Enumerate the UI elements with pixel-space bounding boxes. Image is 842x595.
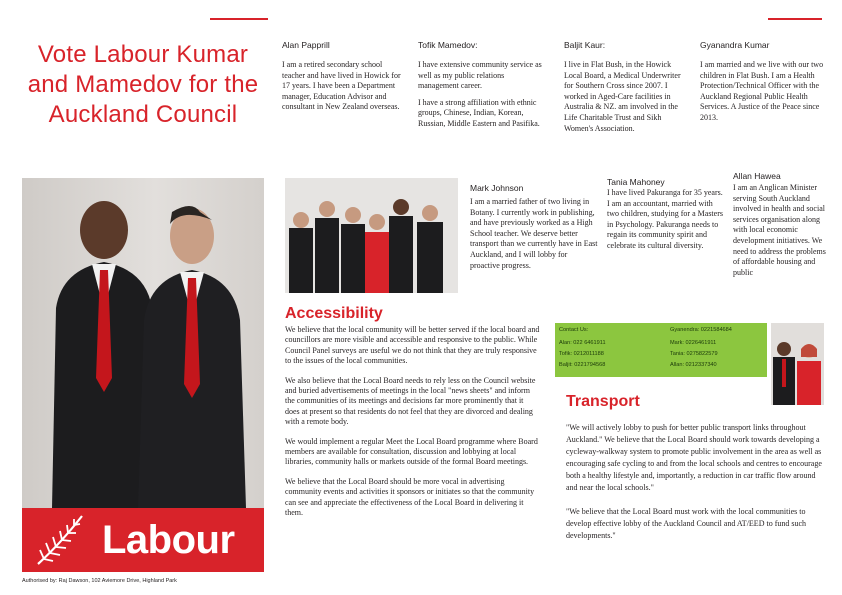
fern-icon [28, 508, 92, 572]
contact-baljit: Baljit: 0221794568 [559, 362, 606, 368]
contact-tofik: Tofik: 0212011188 [559, 351, 604, 357]
candidate-name-tofik: Tofik Mamedov: [418, 40, 478, 50]
authorised-statement: Authorised by: Raj Dawson, 102 Aviemore Drive, Highland Park [22, 578, 177, 584]
transport-body [566, 422, 824, 551]
accessibility-heading: Accessibility [285, 305, 383, 322]
accessibility-paragraph: We also believe that the Local Board needs to rely less on the Council website and buried advertisements of meetings in the local "news sheets" and inform the communities of its meetings and decisions far more prominently that it does at present so that residents do not feel that they are divorced and dealing with a remote body. [285, 375, 536, 427]
candidate-name-mark: Mark Johnson [470, 183, 524, 193]
accessibility-paragraph: We believe that the Local Board should be more vocal in advertising community events and activities it sponsors or initiates so that the community can see and appreciate the effectiveness of the Local Board in delivering it them. [285, 476, 535, 518]
candidates-portrait-photo [22, 178, 264, 508]
transport-heading: Transport [566, 393, 640, 410]
candidate-name-allan: Allan Hawea [733, 171, 781, 181]
bio-paragraph: I am a married father of two living in Botany. I currently work in publishing, and have previously worked as a High School teacher. We deserve better transport than we currently have in East Auckland, and I will lobby for proactive progress. [470, 197, 598, 270]
candidate-bio-baljit [564, 60, 690, 140]
candidate-bio-allan [733, 183, 830, 284]
contact-gyanendra: Gyanendra: 0221584684 [670, 327, 732, 333]
contact-box [555, 323, 767, 377]
bio-paragraph: I am an Anglican Minister serving South Auckland involved in health and social services organisation along with local economic development initiatives. We need to address the problems of affordable housing and public [733, 183, 826, 277]
page-title: Vote Labour Kumar and Mamedov for the Auckland Council [27, 41, 259, 128]
duo-photo [771, 323, 824, 405]
candidate-name-tania: Tania Mahoney [607, 177, 665, 187]
portrait-figures [22, 178, 264, 508]
contact-heading: Contact Us: [559, 327, 589, 333]
accessibility-body [285, 325, 540, 528]
group-figures [285, 178, 458, 293]
candidate-name-baljit: Baljit Kaur: [564, 40, 606, 50]
candidate-bio-tofik [418, 60, 546, 136]
candidate-bio-gyanandra [700, 60, 825, 130]
bio-paragraph: I have extensive community service as well as my public relations management career. [418, 60, 542, 91]
accessibility-paragraph: We would implement a regular Meet the Local Board programme where Board members are available for consultation, discussion and lobbying at local libraries, community halls or markets outside of the formal Board meetings. [285, 436, 538, 467]
contact-tania: Tania: 0275822579 [670, 351, 718, 357]
group-photo [285, 178, 458, 293]
bio-paragraph: I have a strong affiliation with ethnic groups, Chinese, Indian, Korean, Russian, Middle Eastern and Pasifika. [418, 97, 540, 128]
contact-allan: Allan: 0212337340 [670, 362, 717, 368]
duo-figures [771, 323, 824, 405]
bio-paragraph: I am a retired secondary school teacher and have lived in Howick for 17 years. I have been a Department manager, Education Advisor and consultant in New Zealand overseas. [282, 60, 401, 112]
top-rule-right [768, 18, 822, 20]
transport-paragraph: "We will actively lobby to push for better public transport links throughout Auckland." We believe that the Local Board should work towards developing a cycleway-walkway system to promote public involvement in the area as well as encouraging safe cycling to and from the local schools and centres to encourage both a healthy lifestyle and, importantly, a reduction in car traffic flow around and near the local schools." [566, 423, 822, 492]
candidate-bio-mark [470, 197, 598, 277]
candidate-bio-alan [282, 60, 407, 119]
labour-logo [22, 508, 264, 572]
candidate-bio-tania [607, 188, 724, 258]
bio-paragraph: I am married and we live with our two children in Flat Bush. I am a Health Protection/Technical Officer with the Auckland Regional Public Health Services. A Justice of the Peace since 2013. [700, 60, 824, 122]
top-rule-left [210, 18, 268, 20]
bio-paragraph: I live in Flat Bush, in the Howick Local Board, a Medical Underwriter for Southern Cross since 2007. I worked in Aged-Care facilities in Australia & NZ. am involved in the Life Charitable Trust and Sikh Women's Association. [564, 60, 681, 133]
contact-alan: Alan: 022 6461911 [559, 340, 606, 346]
bio-paragraph: I have lived Pakuranga for 35 years. I am an accountant, married with two children, studying for a Masters in Psychology. Pakuranga needs to regain its community spirit and celebrate its cultural diversity. [607, 188, 723, 250]
transport-paragraph: "We believe that the Local Board must work with the local communities to develop effective lobby of the Auckland Council and AT/EED to fund such developments." [566, 507, 807, 540]
candidate-name-gyanandra: Gyanandra Kumar [700, 40, 770, 50]
contact-mark: Mark: 0226461911 [670, 340, 717, 346]
logo-text: Labour [102, 518, 235, 562]
candidate-name-alan: Alan Papprill [282, 40, 330, 50]
accessibility-paragraph: We believe that the local community will be better served if the local board and councillors are more visible and accessible and responsive to the public. While Council Panel surveys are useful we do not think that they are truly responsive to the issues of the local communities. [285, 325, 540, 366]
